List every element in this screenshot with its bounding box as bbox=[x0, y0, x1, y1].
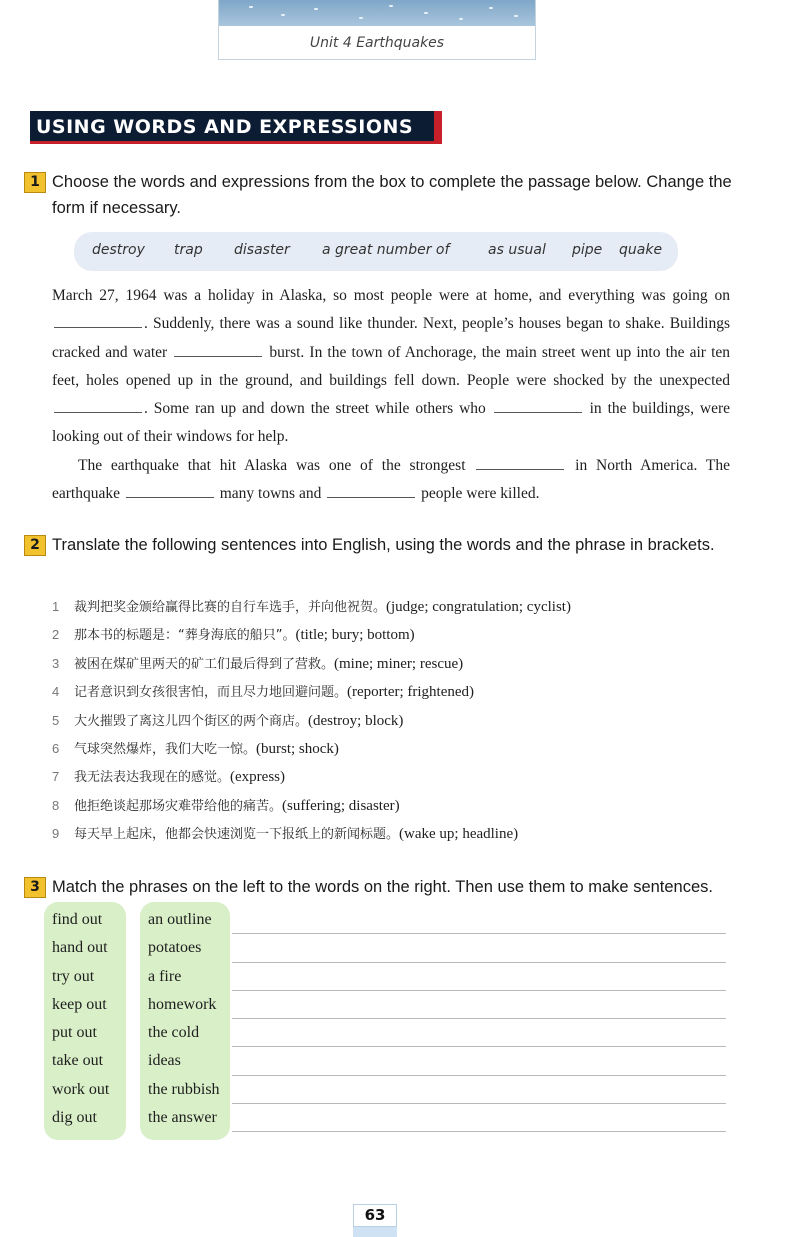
answer-blank[interactable] bbox=[126, 483, 214, 499]
sentence-writing-lines bbox=[232, 906, 726, 1132]
section-title: USING WORDS AND EXPRESSIONS bbox=[36, 116, 414, 138]
word-item: potatoes bbox=[148, 939, 202, 957]
word-box-item: trap bbox=[174, 242, 203, 258]
unit-title: Unit 4 Earthquakes bbox=[309, 35, 445, 51]
translation-item: 3 被困在煤矿里两天的矿工们最后得到了营救。(mine; miner; rescue) bbox=[52, 655, 464, 672]
word-box bbox=[74, 232, 678, 271]
exercise-1-passage bbox=[52, 282, 730, 508]
translation-item: 7 我无法表达我现在的感觉。(express) bbox=[52, 769, 285, 786]
sentence-line[interactable] bbox=[232, 1104, 726, 1132]
word-item: homework bbox=[148, 995, 217, 1013]
sentence-line[interactable] bbox=[232, 1047, 726, 1075]
answer-blank[interactable] bbox=[54, 398, 142, 414]
word-box-item: pipe bbox=[572, 242, 603, 258]
sentence-line[interactable] bbox=[232, 1019, 726, 1047]
exercise-3-badge: 3 bbox=[24, 877, 46, 898]
word-item: ideas bbox=[148, 1052, 181, 1070]
word-box-item: quake bbox=[619, 242, 663, 258]
match-words-right bbox=[148, 906, 220, 1132]
exercise-3-instruction: Match the phrases on the left to the words on the right. Then use them to make sentences. bbox=[52, 878, 713, 896]
word-item: the cold bbox=[148, 1024, 200, 1042]
word-box-item: as usual bbox=[488, 242, 546, 258]
unit-header bbox=[218, 0, 536, 60]
translation-item: 8 他拒绝谈起那场灾难带给他的痛苦。(suffering; disaster) bbox=[52, 797, 400, 814]
word-item: the rubbish bbox=[148, 1080, 220, 1098]
phrase-item: find out bbox=[52, 911, 103, 928]
phrase-item: take out bbox=[52, 1052, 104, 1070]
translation-item: 5 大火摧毁了离这儿四个街区的两个商店。(destroy; block) bbox=[52, 712, 404, 729]
word-item: a fire bbox=[148, 967, 182, 985]
section-banner bbox=[30, 111, 450, 144]
translation-item: 4 记者意识到女孩很害怕，而且尽力地回避问题。(reporter; frightened) bbox=[52, 684, 475, 701]
translation-item: 1 裁判把奖金颁给赢得比赛的自行车选手，并向他祝贺。(judge; congratulation; cyclist) bbox=[52, 599, 571, 615]
answer-blank[interactable] bbox=[494, 398, 582, 414]
answer-blank[interactable] bbox=[327, 483, 415, 499]
phrase-item: work out bbox=[52, 1080, 110, 1098]
translation-item: 2 那本书的标题是：“葬身海底的船只”。(title; bury; bottom) bbox=[52, 627, 415, 644]
translation-list bbox=[52, 593, 742, 849]
word-box-item: destroy bbox=[92, 242, 145, 258]
phrase-item: put out bbox=[52, 1024, 97, 1042]
phrase-item: hand out bbox=[52, 939, 108, 957]
page-number: 63 bbox=[353, 1204, 397, 1227]
phrase-item: dig out bbox=[52, 1109, 97, 1127]
word-box-item: a great number of bbox=[322, 242, 450, 258]
answer-blank[interactable] bbox=[174, 341, 262, 357]
passage-paragraph-2: The earthquake that hit Alaska was one of the strongest in North America. The earthquake many towns and people were killed. bbox=[52, 452, 730, 509]
passage-paragraph-1: March 27, 1964 was a holiday in Alaska, so most people were at home, and everything was going on . Suddenly, there was a sound like thunder. Next, people’s houses began to shake. Buildings cracked and water burst. In the town of Anchorage, the main street went up into the air ten feet, holes opened up in the ground, and buildings fell down. People were shocked by the unexpected . Some ran up and down the street while others who in the buildings, were looking out of their windows for help. bbox=[52, 287, 731, 446]
answer-blank[interactable] bbox=[54, 313, 142, 329]
word-item: the answer bbox=[148, 1109, 217, 1127]
translation-item: 9 每天早上起床，他都会快速浏览一下报纸上的新闻标题。(wake up; headline) bbox=[52, 826, 519, 843]
exercise-2-instruction: Translate the following sentences into English, using the words and the phrase in brackets. bbox=[52, 536, 715, 554]
translation-item: 6 气球突然爆炸，我们大吃一惊。(burst; shock) bbox=[52, 740, 339, 757]
word-box-item: disaster bbox=[234, 242, 290, 258]
answer-blank[interactable] bbox=[476, 454, 564, 470]
match-phrases-left bbox=[52, 906, 109, 1132]
word-item: an outline bbox=[148, 911, 212, 928]
exercise-1-instruction: Choose the words and expressions from the box to complete the passage below. Change the form if necessary. bbox=[52, 173, 732, 217]
sentence-line[interactable] bbox=[232, 991, 726, 1019]
sentence-line[interactable] bbox=[232, 1076, 726, 1104]
phrase-item: try out bbox=[52, 967, 95, 985]
page-number-tab bbox=[353, 1204, 397, 1237]
exercise-2-badge: 2 bbox=[24, 535, 46, 556]
phrase-item: keep out bbox=[52, 995, 107, 1013]
exercise-1-badge: 1 bbox=[24, 172, 46, 193]
header-decorative-band bbox=[219, 0, 535, 26]
sentence-line[interactable] bbox=[232, 906, 726, 934]
sentence-line[interactable] bbox=[232, 963, 726, 991]
sentence-line[interactable] bbox=[232, 934, 726, 962]
